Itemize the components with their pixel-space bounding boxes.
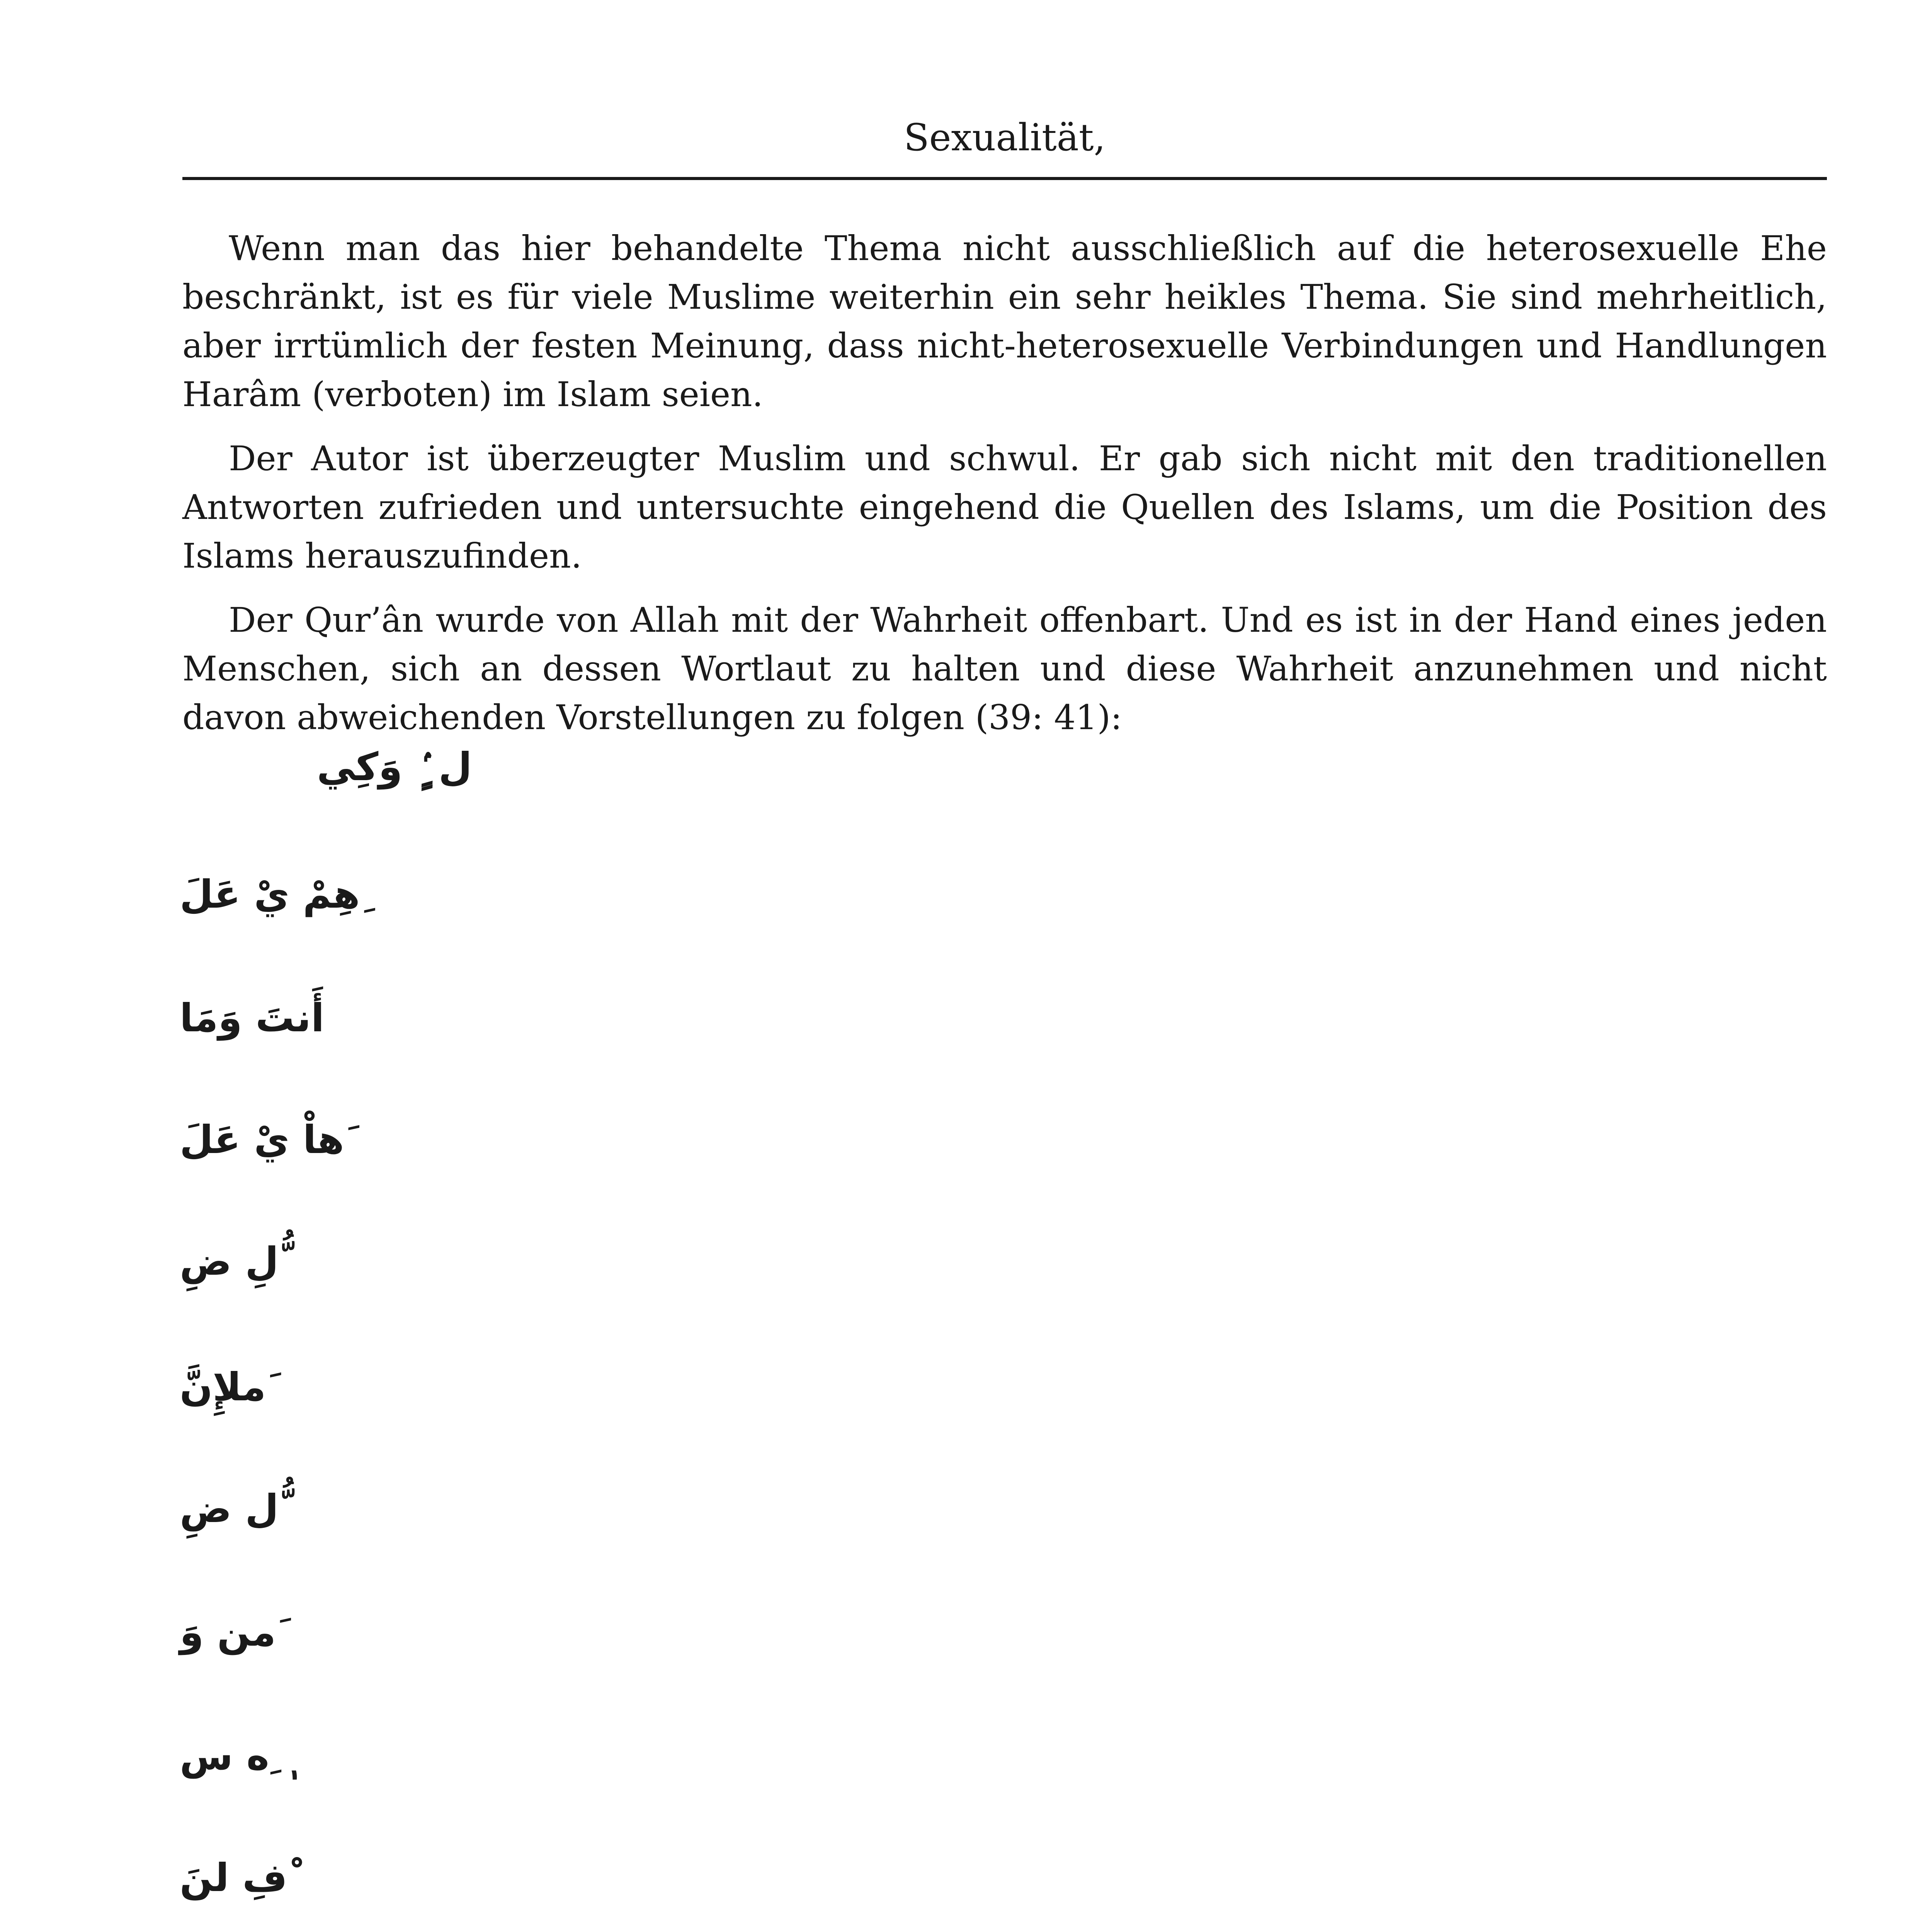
arabic-verse-line: ل ٍۢ وَكِي [317, 744, 472, 789]
arabic-verse-line: ُّلِ ضِ [180, 1239, 279, 1284]
arabic-verse-line: َملإِنَّ [180, 1364, 266, 1410]
header-rule [182, 177, 1827, 180]
paragraph: Der Qur’ân wurde von Allah mit der Wahrheit offenbart. Und es ist in der Hand eines jeden Menschen, sich an dessen Wortlaut zu halten und diese Wahrheit anzunehmen und nicht davon abweichenden Vorstellungen zu folgen (39: 41): [182, 600, 1827, 737]
body-text [182, 224, 1827, 757]
paragraph: Der Autor ist überzeugter Muslim und schwul. Er gab sich nicht mit den traditionellen Antworten zufrieden und untersuchte eingehend die Quellen des Islams, um die Position des Islams herauszufinden. [182, 439, 1827, 576]
arabic-verse-line: أَنتَ وَمَا [180, 995, 325, 1041]
arabic-verse-line: َمن وَ [180, 1610, 276, 1655]
paragraph: Wenn man das hier behandelte Thema nicht ausschließlich auf die heterosexuelle Ehe beschränkt, ist es für viele Muslime weiterhin ein sehr heikles Thema. Sie sind mehrheitlich, aber irrtümlich der festen Meinung, dass nicht-heterosexuelle Verbindungen und Handlungen Harâm (verboten) im Islam seien. [182, 228, 1827, 414]
arabic-verse-line: ُّل ضِ [180, 1486, 279, 1531]
arabic-verse-line: ْفِ لنَ [180, 1855, 287, 1900]
running-head: Sexualität, [903, 116, 1106, 159]
arabic-verse-line: َهاْ يْ عَلَ [180, 1117, 344, 1162]
arabic-verse-line: ِهِمْ يْ عَلَ [180, 872, 360, 917]
arabic-verse-line: ٖ ِه س [180, 1733, 283, 1779]
